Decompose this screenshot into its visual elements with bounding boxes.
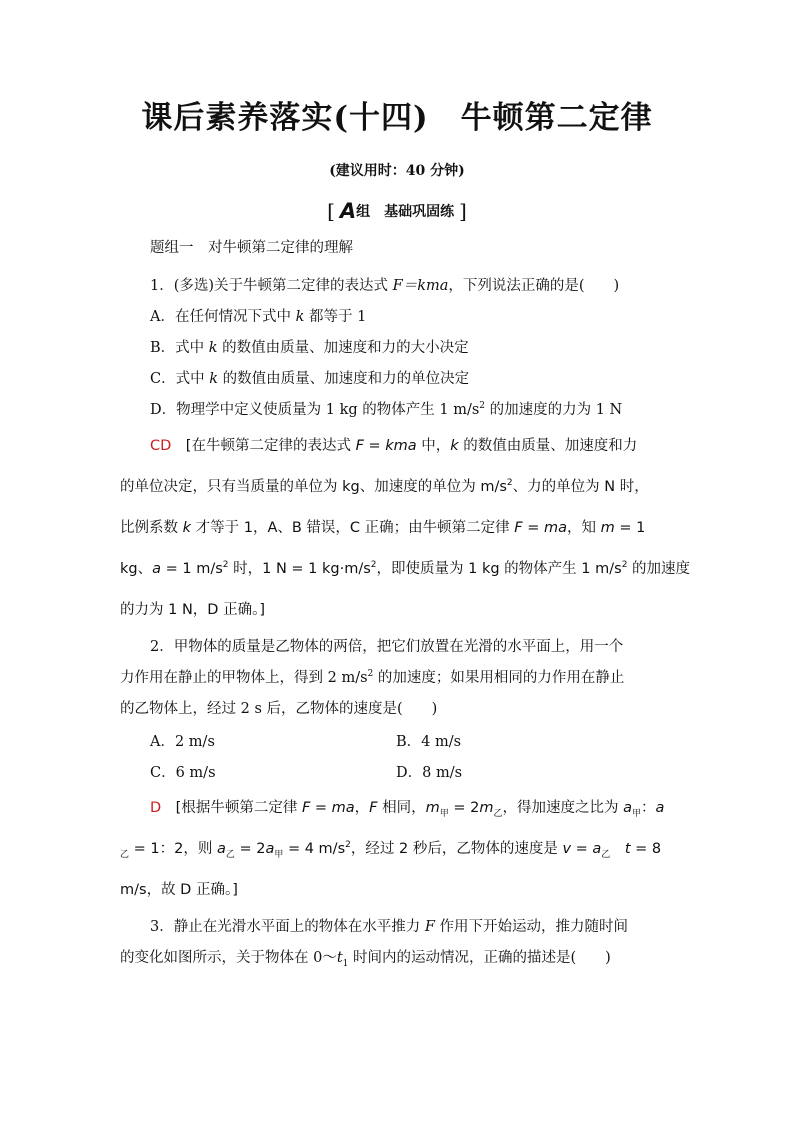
- topic-group-heading: 题组一 对牛顿第二定律的理解: [150, 240, 353, 256]
- text-span: 都等于 1: [304, 309, 367, 325]
- question-1-solution-line-2: [120, 475, 649, 496]
- text-span: 中，: [416, 438, 451, 454]
- group-heading: [0, 199, 794, 223]
- question-2-option-b: B．4 m/s: [396, 734, 462, 750]
- text-span: ，知: [567, 520, 601, 536]
- text-span: a: [623, 800, 632, 816]
- text-span: 时，1 N = 1 kg·m/s: [228, 561, 371, 577]
- text-span: 乙: [493, 808, 503, 819]
- text-span: m: [425, 800, 440, 816]
- page-title: 课后素养落实(十四) 牛顿第二定律: [141, 100, 653, 136]
- question-1-option-d: [150, 398, 622, 419]
- group-name: 组 基础巩固练: [356, 204, 455, 220]
- text-span: 的加速度的力为 1 N: [485, 402, 623, 418]
- text-span: a: [265, 841, 275, 857]
- text-span: = 4 m/s: [283, 841, 346, 857]
- text-span: 相同，: [377, 800, 426, 816]
- text-span: = 2: [234, 841, 266, 857]
- text-span: [根据牛顿第二定律: [175, 800, 302, 816]
- text-span: k: [450, 438, 459, 454]
- text-span: 乙: [120, 849, 130, 860]
- text-span: 甲: [439, 808, 449, 819]
- answer-badge: D: [150, 800, 162, 816]
- text-span: ，经过 2 秒后，乙物体的速度是: [350, 841, 563, 857]
- text-span: 乙: [601, 849, 611, 860]
- question-2-option-a: A．2 m/s: [150, 734, 215, 750]
- text-span: = 1 m/s: [161, 561, 223, 577]
- text-span: 的单位决定，只有当质量的单位为 kg、加速度的单位为 m/s: [120, 479, 507, 495]
- text-span: 3．静止在光滑水平面上的物体在水平推力: [150, 919, 425, 935]
- question-2-solution-line-1: [150, 796, 664, 819]
- text-span: 2: [370, 560, 377, 571]
- text-span: 作用下开始运动，推力随时间: [434, 919, 629, 935]
- text-span: 的加速度: [627, 561, 691, 577]
- text-span: 的数值由质量、加速度和力的大小决定: [217, 340, 469, 356]
- text-span: = 2: [448, 800, 480, 816]
- text-span: a: [655, 800, 665, 816]
- text-span: 2: [621, 560, 628, 571]
- text-span: 2: [345, 840, 351, 851]
- question-3-stem-line-1: [150, 915, 628, 936]
- text-span: ，即使质量为 1 kg 的物体产生 1 m/s: [376, 561, 622, 577]
- text-span: 1: [342, 958, 349, 969]
- text-span: 甲: [274, 849, 284, 860]
- text-span: k: [182, 520, 192, 536]
- text-span: a: [216, 841, 226, 857]
- question-2-option-d: D．8 m/s: [396, 765, 463, 781]
- text-span: 2: [506, 478, 513, 489]
- text-span: F = ma: [514, 520, 567, 536]
- text-span: 2: [479, 401, 485, 412]
- question-1-stem: [150, 274, 619, 295]
- text-span: F = kma: [355, 438, 417, 454]
- text-span: ，下列说法正确的是( ): [448, 278, 620, 294]
- text-span: 2: [222, 560, 229, 571]
- question-1-option-a: [150, 305, 366, 326]
- text-span: F: [424, 919, 435, 935]
- question-2-stem-line-2: [120, 666, 624, 687]
- text-span: 2: [367, 669, 374, 680]
- answer-badge: CD: [150, 438, 172, 454]
- question-2-solution-line-2: [120, 837, 661, 860]
- text-span: 的变化如图所示，关于物体在 0～: [120, 950, 337, 966]
- text-span: [在牛顿第二定律的表达式: [185, 438, 356, 454]
- text-span: t: [336, 950, 343, 966]
- text-span: k: [295, 309, 305, 325]
- group-close-bracket: ]: [459, 199, 467, 223]
- text-span: F: [369, 800, 378, 816]
- text-span: = 1: [614, 520, 646, 536]
- text-span: m: [600, 520, 615, 536]
- question-2-solution-line-3: m/s，故 D 正确。]: [120, 882, 238, 898]
- text-span: ：: [641, 800, 656, 816]
- text-span: ，: [354, 800, 370, 816]
- question-1-solution-line-4: [120, 557, 690, 578]
- text-span: ，得加速度之比为: [502, 800, 624, 816]
- question-1-solution-line-3: [120, 516, 645, 537]
- question-2-stem-line-1: 2．甲物体的质量是乙物体的两倍，把它们放置在光滑的水平面上，用一个: [150, 639, 624, 655]
- text-span: 乙: [225, 849, 235, 860]
- text-span: B．式中: [150, 340, 209, 356]
- text-span: 的加速度；如果用相同的力作用在静止: [373, 670, 625, 686]
- question-1-solution-line-5: 的力为 1 N，D 正确。]: [120, 602, 265, 618]
- text-span: =: [571, 841, 593, 857]
- text-span: a: [152, 561, 161, 577]
- text-span: 、力的单位为 N 时，: [512, 479, 649, 495]
- text-span: = 1：2，则: [129, 841, 217, 857]
- text-span: v: [562, 841, 572, 857]
- question-2-option-c: C．6 m/s: [150, 765, 216, 781]
- text-span: 时间内的运动情况，正确的描述是( ): [348, 950, 611, 966]
- group-open-bracket: [: [327, 199, 335, 223]
- text-span: 甲: [631, 808, 641, 819]
- text-span: 的数值由质量、加速度和力: [458, 438, 638, 454]
- formula: F＝kma: [392, 278, 449, 294]
- text-span: = 8: [630, 841, 662, 857]
- text-span: A．在任何情况下式中: [150, 309, 296, 325]
- text-span: 力作用在静止的甲物体上，得到 2 m/s: [120, 670, 368, 686]
- text-span: F = ma: [301, 800, 355, 816]
- question-1-option-c: [150, 367, 469, 388]
- text-span: 比例系数: [120, 520, 183, 536]
- text-span: C．式中: [150, 371, 210, 387]
- text-span: D．物理学中定义使质量为 1 kg 的物体产生 1 m/s: [150, 402, 480, 418]
- question-1-option-b: [150, 336, 469, 357]
- text-span: k: [209, 371, 219, 387]
- group-letter: A: [339, 199, 357, 223]
- text-span: 1．(多选)关于牛顿第二定律的表达式: [150, 278, 393, 294]
- question-3-stem-line-2: [120, 946, 611, 969]
- text-span: kg、: [120, 561, 153, 577]
- question-1-solution-line-1: [150, 434, 637, 455]
- text-span: t: [624, 841, 631, 857]
- text-span: a: [592, 841, 602, 857]
- text-span: m: [479, 800, 494, 816]
- text-span: k: [208, 340, 218, 356]
- question-2-stem-line-3: 的乙物体上，经过 2 s 后，乙物体的速度是( ): [120, 701, 438, 717]
- text-span: 的数值由质量、加速度和力的单位决定: [218, 371, 470, 387]
- text-span: 才等于 1，A、B 错误，C 正确；由牛顿第二定律: [191, 520, 515, 536]
- time-note: (建议用时：40 分钟): [329, 163, 465, 179]
